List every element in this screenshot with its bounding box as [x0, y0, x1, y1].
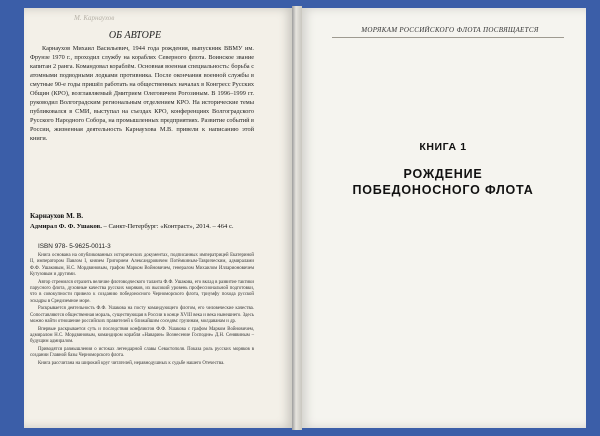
catalog-entry — [30, 222, 254, 231]
dedication-line: МОРЯКАМ РОССИЙСКОГО ФЛОТА ПОСВЯЩАЕТСЯ — [361, 26, 539, 34]
annotation-paragraph: Книга основана на опубликованных исторических документах, подписанных императрицей Екатериной II, императором Павлом I, князем Григорием Александровичем Потёмкиным-Таврическим, адмиралами Ф.Ф. Ушаковым, Н.С. Мордвиновым, графом Марком Войновичем, генералом Михаилом Илларионовичем Кутузовым и другими. — [30, 253, 254, 277]
catalog-publication: – Санкт-Петербург: «Контраст», 2014. – 464 с. — [101, 223, 234, 230]
catalog-title: Адмирал Ф. Ф. Ушаков. — [30, 223, 102, 230]
catalog-author: Карнаухов М. В. — [30, 212, 84, 220]
right-page — [300, 8, 586, 428]
book-gutter — [292, 6, 302, 430]
annotation-paragraph: Книга рассчитана на широкий круг читателей, неравнодушных к судьбе нашего Отечества. — [38, 361, 225, 367]
annotation-paragraph: Приводятся размышления о истоках легендарной славы Севастополя. Показа роль русских моряков в создании Главной базы Черноморского флота. — [30, 347, 254, 359]
catalog-isbn: ISBN 978- 5-9625-0011-3 — [38, 243, 111, 250]
annotation-paragraph: Раскрывается деятельность Ф.Ф. Ушакова на посту командующего флотом, его человеческие качества. Сопоставляются общественная мораль, существующая в России в конце XVIII века и века нынешнего. Здесь можно найти отношение российских правителей к ближайшим соседям: грузинам, молдаванам и др. — [30, 306, 254, 324]
about-author-text: Карнаухов Михаил Васильевич, 1944 года рождения, выпускник ВВМУ им. Фрунзе 1970 г., проходил службу на кораблях Северного флота. Воинское звание капитан 2 ранга. Командовал кораблём. Основная военная специальность: борьба с атомными подводными лодками противника. После окончания военной службы в смутные 90-е годы пришёл работать на общественных началах в Конгресс Русских Общин (КРО), возглавляемый Дмитрием Олеговичем Рогозиным. В 1996–1999 гг. руководил Волгоградским региональным отделением КРО. На исторические темы публиковался в СМИ, выступал на съездах КРО, конференциях Волгоградского Русского Народного Собора, на промышленных предприятиях. Развитие событий в России, жизненная деятельность Карнаухова М.В. привели к написанию этой книги. — [30, 45, 254, 142]
about-author-heading: ОБ АВТОРЕ — [108, 30, 162, 41]
running-head: М. Карнаухов — [74, 14, 115, 22]
book-title-line: ПОБЕДОНОСНОГО ФЛОТА — [352, 183, 534, 197]
catalog-annotation — [30, 253, 254, 369]
dedication-rule — [332, 37, 564, 38]
book-title — [300, 166, 586, 198]
book-number: КНИГА 1 — [419, 141, 467, 153]
book-title-line: РОЖДЕНИЕ — [403, 167, 483, 181]
annotation-paragraph: Автор стремился отразить величие флотоводческого таланта Ф.Ф. Ушакова, его вклад в развитие тактики парусного флота, духовные качества русских моряков, их высокий уровень профессиональной подготовки, что в совокупности привело к созданию победоносного Черноморского флота, триумфу похода русской эскадры в Средиземное море. — [30, 279, 254, 304]
annotation-paragraph: Впервые раскрывается суть и последствия конфликтов Ф.Ф. Ушакова с графом Марком Войновичем, адмиралом Н.С. Мордвиновым, командиром корабля «Наварин» Вознесение Господне» Д.Н. Сенявиным – будущим адмиралом. — [30, 326, 254, 345]
